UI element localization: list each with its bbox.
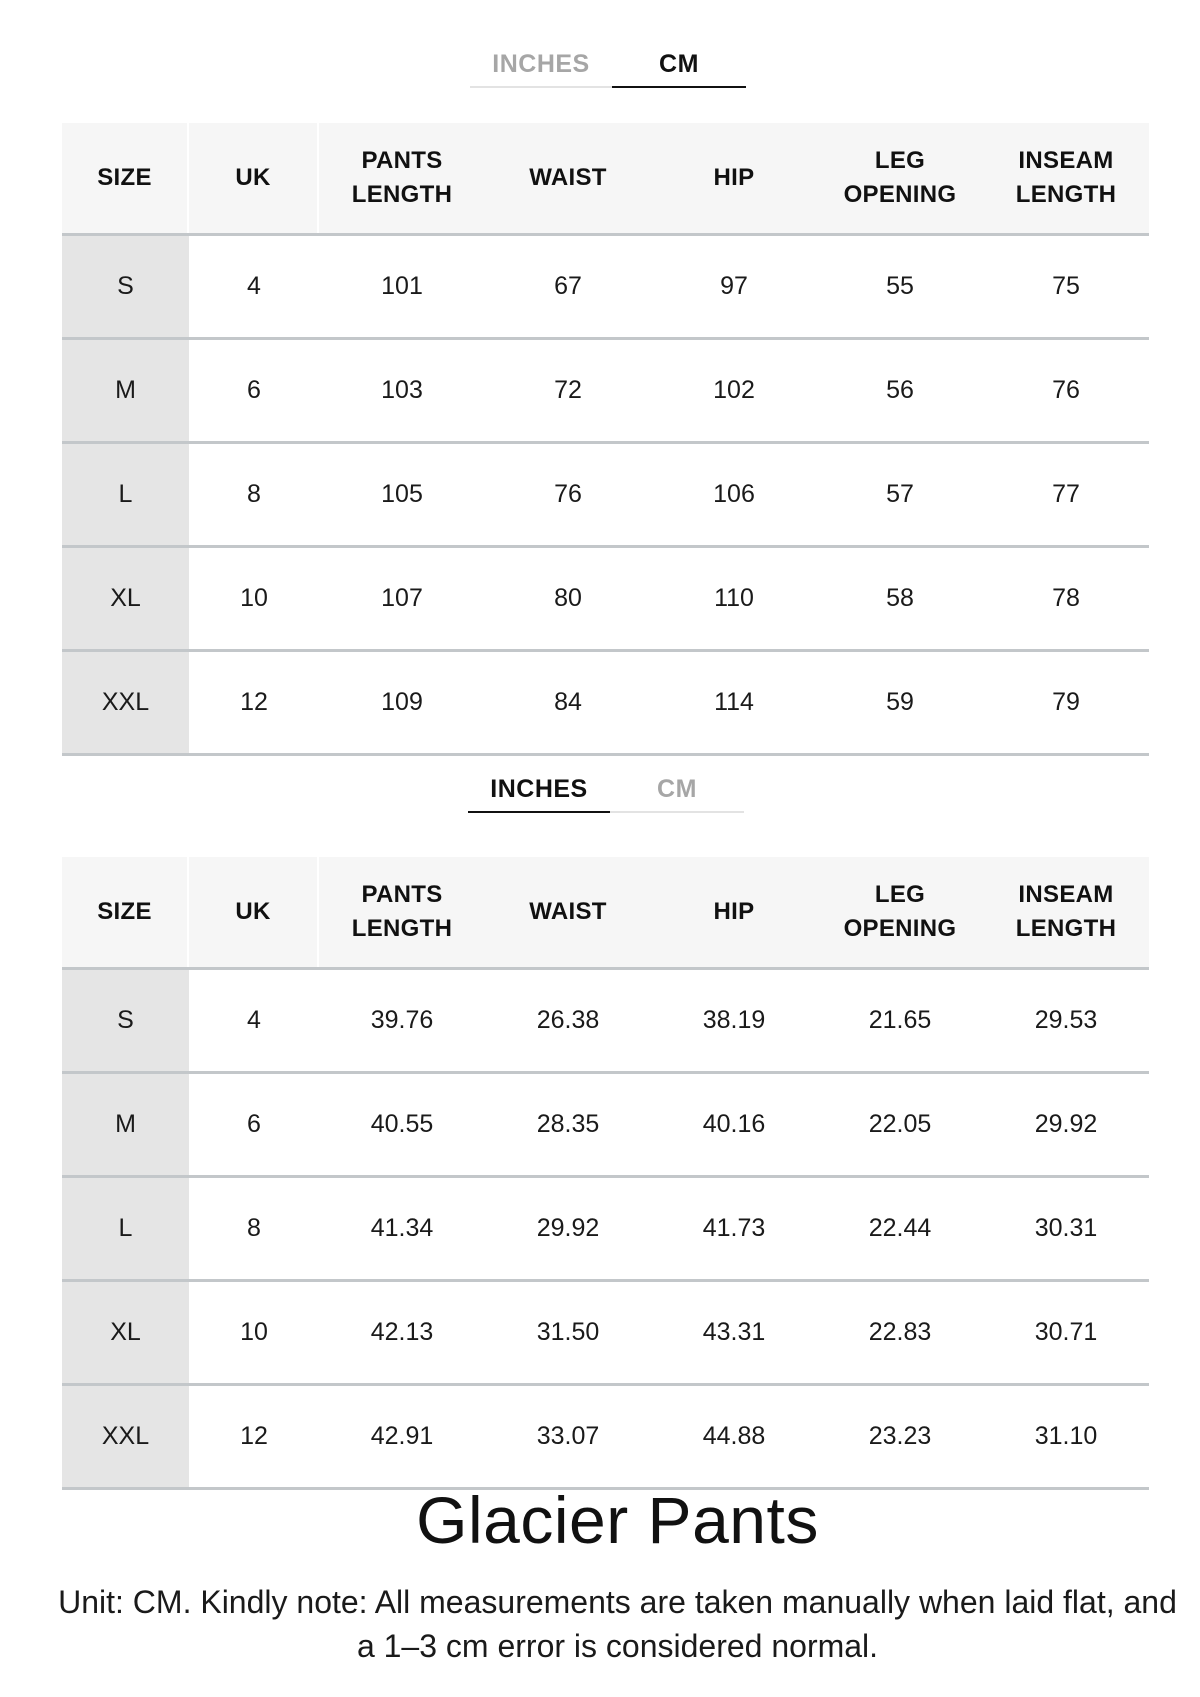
cell-hip: 43.31 (702, 1318, 766, 1346)
cell-hip: 114 (714, 688, 754, 716)
cell-size: M (62, 340, 189, 441)
cell-size: L (62, 444, 189, 545)
cell-size: L (62, 1178, 189, 1279)
cell-leg-opening: 21.65 (868, 1006, 932, 1034)
header-hip: HIP (713, 164, 755, 191)
cell-leg-opening: 55 (886, 272, 914, 300)
cell-waist: 80 (554, 584, 582, 612)
cell-uk: 8 (247, 480, 261, 508)
cell-waist: 84 (554, 688, 582, 716)
cell-hip: 97 (720, 272, 748, 300)
table-row (62, 1386, 1149, 1490)
table-row (62, 444, 1149, 548)
cell-pants-length: 101 (381, 272, 423, 300)
cell-size: S (62, 970, 189, 1071)
cell-size: XL (62, 548, 189, 649)
cell-leg-opening: 22.83 (868, 1318, 932, 1346)
unit-toggle-cm-section (470, 48, 746, 88)
cell-inseam-length: 75 (1052, 272, 1080, 300)
cell-pants-length: 42.13 (370, 1318, 434, 1346)
cell-inseam-length: 29.53 (1034, 1006, 1098, 1034)
cell-hip: 110 (714, 584, 754, 612)
tab-cm[interactable]: CM (612, 48, 746, 88)
cell-pants-length: 103 (381, 376, 423, 404)
cell-uk: 8 (247, 1214, 261, 1242)
size-table-cm (62, 123, 1149, 756)
header-uk: UK (189, 857, 319, 967)
cell-hip: 38.19 (702, 1006, 766, 1034)
table-row (62, 652, 1149, 756)
cell-pants-length: 109 (381, 688, 423, 716)
table-row (62, 340, 1149, 444)
cell-uk: 12 (240, 1422, 268, 1450)
cell-waist: 28.35 (536, 1110, 600, 1138)
measurement-note: Unit: CM. Kindly note: All measurements are taken manually when laid flat, and a 1–3 cm error is considered normal. (58, 1584, 1177, 1664)
cell-inseam-length: 76 (1052, 376, 1080, 404)
table-row (62, 970, 1149, 1074)
cell-inseam-length: 30.71 (1034, 1318, 1098, 1346)
cell-uk: 4 (247, 1006, 261, 1034)
cell-waist: 67 (554, 272, 582, 300)
header-hip: HIP (713, 898, 755, 925)
cell-hip: 106 (713, 480, 755, 508)
header-pants-length: PANTS LENGTH (351, 147, 453, 208)
cell-hip: 40.16 (702, 1110, 766, 1138)
cell-uk: 12 (240, 688, 268, 716)
cell-size: S (62, 236, 189, 337)
header-pants-length: PANTS LENGTH (351, 881, 453, 942)
cell-pants-length: 107 (381, 584, 423, 612)
header-leg-opening: LEG OPENING (843, 881, 957, 942)
tab-inches[interactable]: INCHES (468, 773, 610, 813)
cell-hip: 41.73 (702, 1214, 766, 1242)
size-table-inches (62, 857, 1149, 1490)
header-inseam-length: INSEAM LENGTH (1015, 147, 1117, 208)
cell-size: M (62, 1074, 189, 1175)
table-header-row (62, 857, 1149, 970)
cell-inseam-length: 79 (1052, 688, 1080, 716)
cell-leg-opening: 59 (886, 688, 914, 716)
cell-leg-opening: 58 (886, 584, 914, 612)
cell-pants-length: 42.91 (370, 1422, 434, 1450)
cell-hip: 44.88 (702, 1422, 766, 1450)
table-row (62, 1178, 1149, 1282)
cell-size: XL (62, 1282, 189, 1383)
cell-pants-length: 40.55 (370, 1110, 434, 1138)
header-size: SIZE (62, 857, 189, 967)
cell-waist: 76 (554, 480, 582, 508)
cell-leg-opening: 23.23 (868, 1422, 932, 1450)
cell-uk: 6 (247, 1110, 261, 1138)
cell-leg-opening: 56 (886, 376, 914, 404)
cell-waist: 29.92 (536, 1214, 600, 1242)
cell-uk: 10 (240, 584, 268, 612)
table-row (62, 236, 1149, 340)
cell-size: XXL (62, 1386, 189, 1487)
tab-cm[interactable]: CM (657, 775, 697, 803)
cell-waist: 33.07 (536, 1422, 600, 1450)
header-waist: WAIST (529, 898, 607, 925)
cell-size: XXL (62, 652, 189, 753)
unit-toggle-inches-section (468, 773, 744, 813)
cell-leg-opening: 57 (886, 480, 914, 508)
cell-waist: 31.50 (536, 1318, 600, 1346)
cell-leg-opening: 22.44 (868, 1214, 932, 1242)
cell-waist: 26.38 (536, 1006, 600, 1034)
table-row (62, 1282, 1149, 1386)
header-inseam-length: INSEAM LENGTH (1015, 881, 1117, 942)
cell-pants-length: 39.76 (370, 1006, 434, 1034)
header-waist: WAIST (529, 164, 607, 191)
cell-pants-length: 41.34 (370, 1214, 434, 1242)
product-title: Glacier Pants (416, 1483, 819, 1557)
cell-uk: 10 (240, 1318, 268, 1346)
tab-inches[interactable]: INCHES (492, 50, 590, 78)
cell-hip: 102 (713, 376, 755, 404)
table-row (62, 1074, 1149, 1178)
header-leg-opening: LEG OPENING (843, 147, 957, 208)
cell-leg-opening: 22.05 (868, 1110, 932, 1138)
table-header-row (62, 123, 1149, 236)
cell-pants-length: 105 (381, 480, 423, 508)
cell-inseam-length: 77 (1052, 480, 1080, 508)
cell-waist: 72 (554, 376, 582, 404)
cell-uk: 4 (247, 272, 261, 300)
header-size: SIZE (62, 123, 189, 233)
cell-uk: 6 (247, 376, 261, 404)
header-uk: UK (189, 123, 319, 233)
cell-inseam-length: 31.10 (1034, 1422, 1098, 1450)
cell-inseam-length: 29.92 (1034, 1110, 1098, 1138)
table-row (62, 548, 1149, 652)
cell-inseam-length: 30.31 (1034, 1214, 1098, 1242)
cell-inseam-length: 78 (1052, 584, 1080, 612)
